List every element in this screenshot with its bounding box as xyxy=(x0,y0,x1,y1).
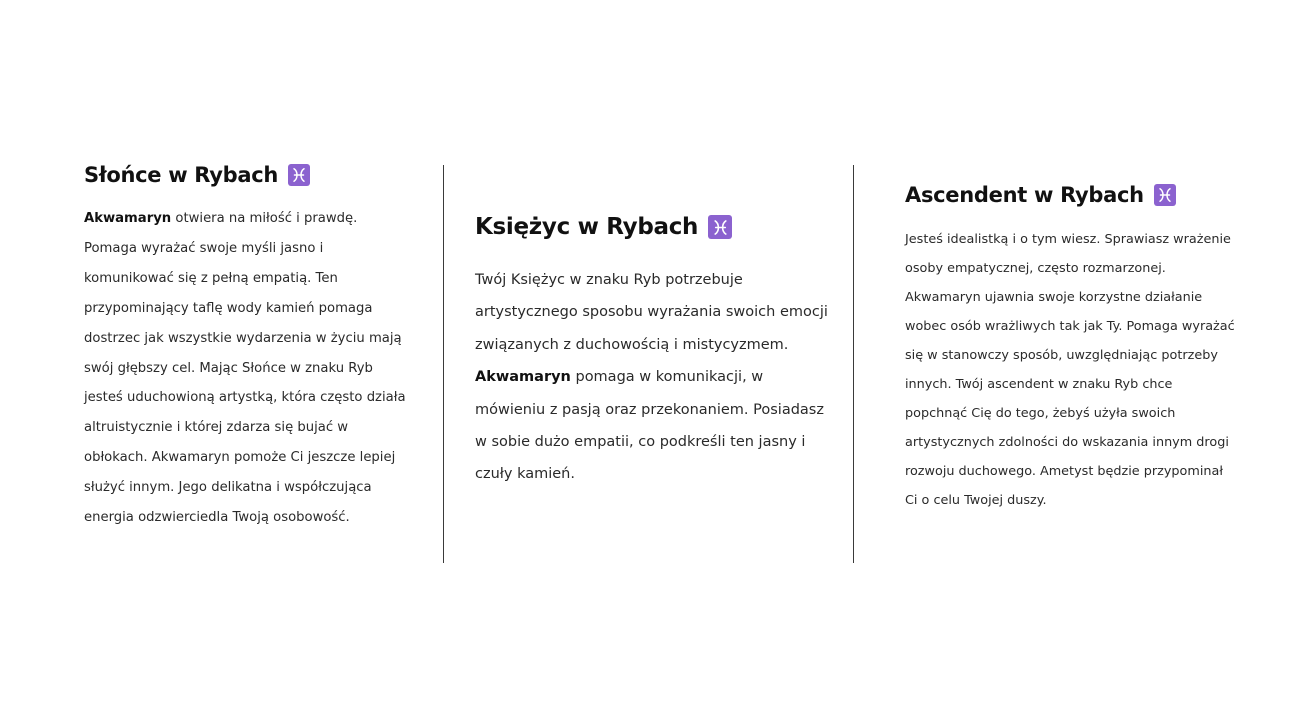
section-heading xyxy=(905,180,1235,210)
section-description xyxy=(84,204,414,533)
gemstone-name: Akwamaryn xyxy=(475,369,571,386)
gemstone-name: Akwamaryn xyxy=(84,211,172,226)
moon-in-pisces-section xyxy=(475,210,835,491)
column-divider xyxy=(443,165,444,563)
pisces-sign-icon xyxy=(1154,184,1176,206)
sun-in-pisces-section xyxy=(84,160,414,533)
section-description: Jesteś idealistką i o tym wiesz. Sprawiasz wrażenie osoby empatycznej, często rozmarzonej. Akwamaryn ujawnia swoje korzystne działanie wobec osób wrażliwych tak jak Ty. Pomaga wyrażać się w stanowczy sposób, uwzględniając potrzeby innych. Twój ascendent w znaku Ryb chce popchnąć Cię do tego, żebyś użyła swoich artystycznych zdolności do wskazania innym drogi rozwoju duchowego. Ametyst będzie przypominał Ci o celu Twojej duszy. xyxy=(905,232,1235,508)
description-text: pomaga w komunikacji, w mówieniu z pasją oraz przekonaniem. Posiadasz w sobie dużo empatii, co podkreśli ten jasny i czuły kamień. xyxy=(475,369,824,483)
description-text: Twój Księżyc w znaku Ryb potrzebuje artystycznego sposobu wyrażania swoich emocji związanych z duchowością i mistycyzmem. xyxy=(475,272,828,353)
section-title: Księżyc w Rybach xyxy=(475,214,699,240)
column-divider xyxy=(853,165,854,563)
ascendant-in-pisces-section xyxy=(905,180,1235,515)
pisces-sign-icon xyxy=(708,215,732,239)
section-heading xyxy=(475,210,835,244)
section-description xyxy=(475,264,835,491)
section-title: Ascendent w Rybach xyxy=(905,183,1144,207)
pisces-sign-icon xyxy=(288,164,310,186)
section-heading xyxy=(84,160,414,190)
description-text: otwiera na miłość i prawdę. Pomaga wyrażać swoje myśli jasno i komunikować się z pełną empatią. Ten przypominający taflę wody kamień pomaga dostrzec jak wszystkie wydarzenia w życiu mają swój głębszy cel. Mając Słońce w znaku Ryb jesteś uduchowioną artystką, która często działa altruistycznie i której zdarza się bujać w obłokach. Akwamaryn pomoże Ci jeszcze lepiej służyć innym. Jego delikatna i współczująca energia odzwierciedla Twoją osobowość. xyxy=(84,211,406,526)
section-title: Słońce w Rybach xyxy=(84,163,279,187)
